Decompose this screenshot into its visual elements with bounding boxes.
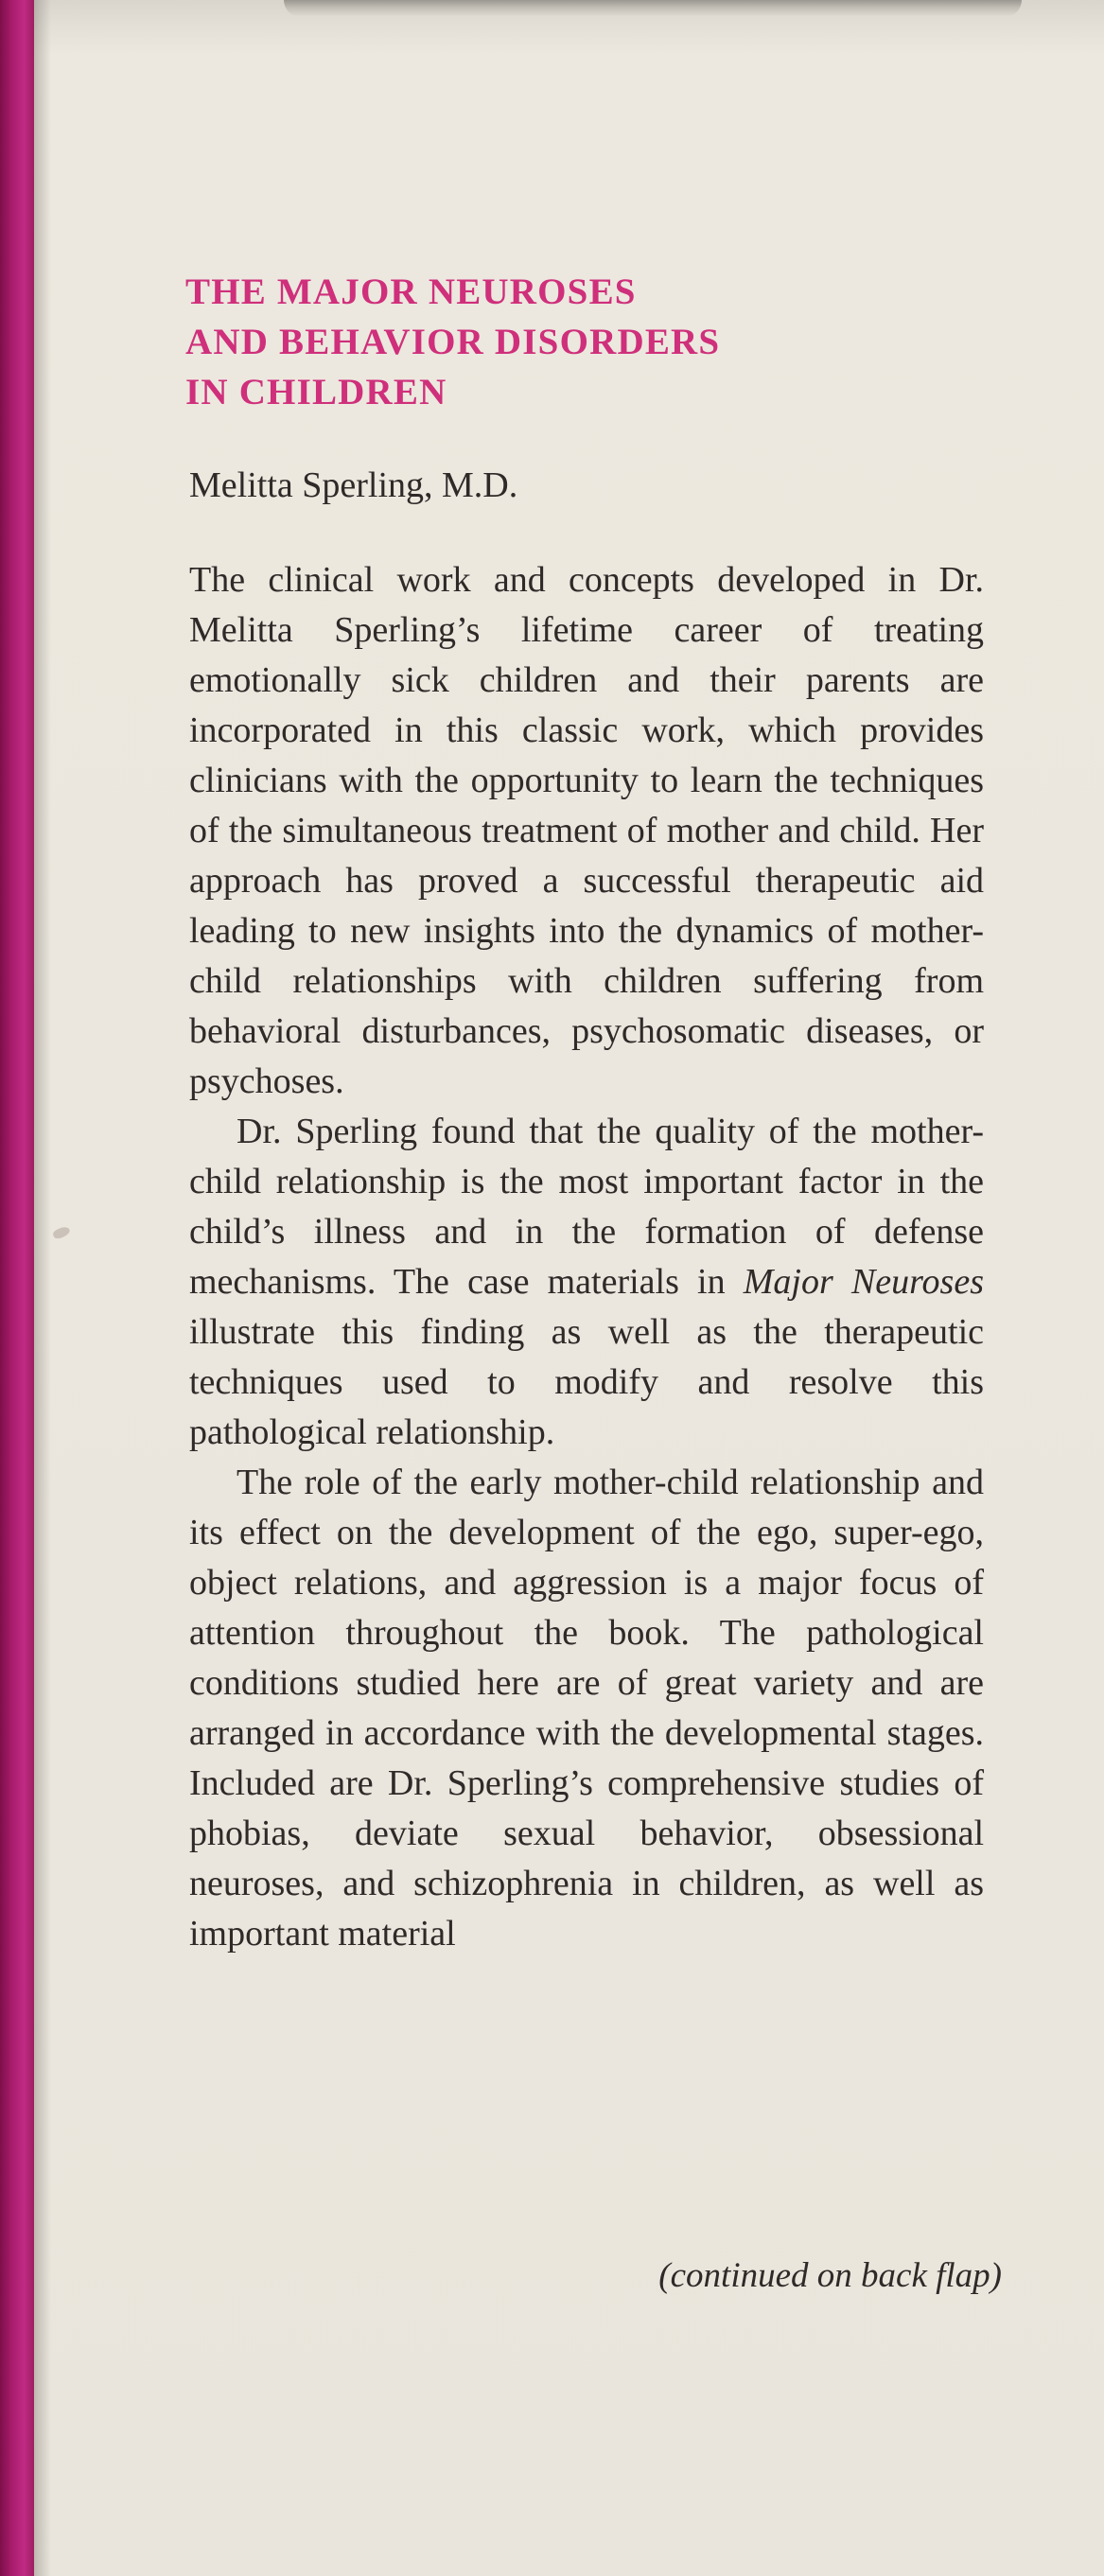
author-name: Melitta Sperling, M.D. (189, 465, 518, 505)
book-title (185, 267, 885, 417)
paragraph-3 (189, 1458, 984, 1959)
magenta-spine-edge (0, 0, 34, 2576)
paragraph-3-text: The role of the early mother-child relationship and its effect on the development of the ego, super-ego, object relations, and aggression is a major focus of attention throughout the book. The pathological conditions studied here are of great variety and are arranged in accordance with the developmental stages. Included are Dr. Sperling’s comprehensive studies of phobias, deviate sexual behavior, obsessional neuroses, and schizophrenia in children, as well as important material (189, 1463, 984, 1954)
book-short-title: Major Neuroses (743, 1262, 984, 1302)
description-text (189, 555, 984, 1959)
paragraph-1-text: The clinical work and concepts developed in Dr. Melitta Sperling’s lifetime career of treating emotionally sick children and their parents are incorporated in this classic work, which provides clinicians with the opportunity to learn the techniques of the simultaneous treatment of mother and child. Her approach has proved a successful therapeutic aid leading to new insights into the dynamics of mother-child relationships with children suffering from behavioral disturbances, psychosomatic diseases, or psychoses. (189, 560, 984, 1101)
continued-note: (continued on back flap) (658, 2256, 1002, 2295)
paragraph-1 (189, 555, 984, 1107)
paragraph-2-text-end: illustrate this finding as well as the therapeutic techniques used to modify and resolve this pathological relationship. (189, 1312, 984, 1452)
title-line-2: AND BEHAVIOR DISORDERS (185, 322, 721, 362)
top-fold (284, 0, 1022, 17)
title-line-3: IN CHILDREN (185, 372, 447, 412)
paragraph-2-text-start: Dr. Sperling found that the quality of the mother-child relationship is the most important factor in the child’s illness and in the formation of defense mechanisms. The case materials in (189, 1112, 984, 1302)
paper-speck (52, 1225, 72, 1241)
spine-shadow (34, 0, 51, 2576)
paragraph-2 (189, 1107, 984, 1458)
title-line-1: THE MAJOR NEUROSES (185, 272, 637, 312)
